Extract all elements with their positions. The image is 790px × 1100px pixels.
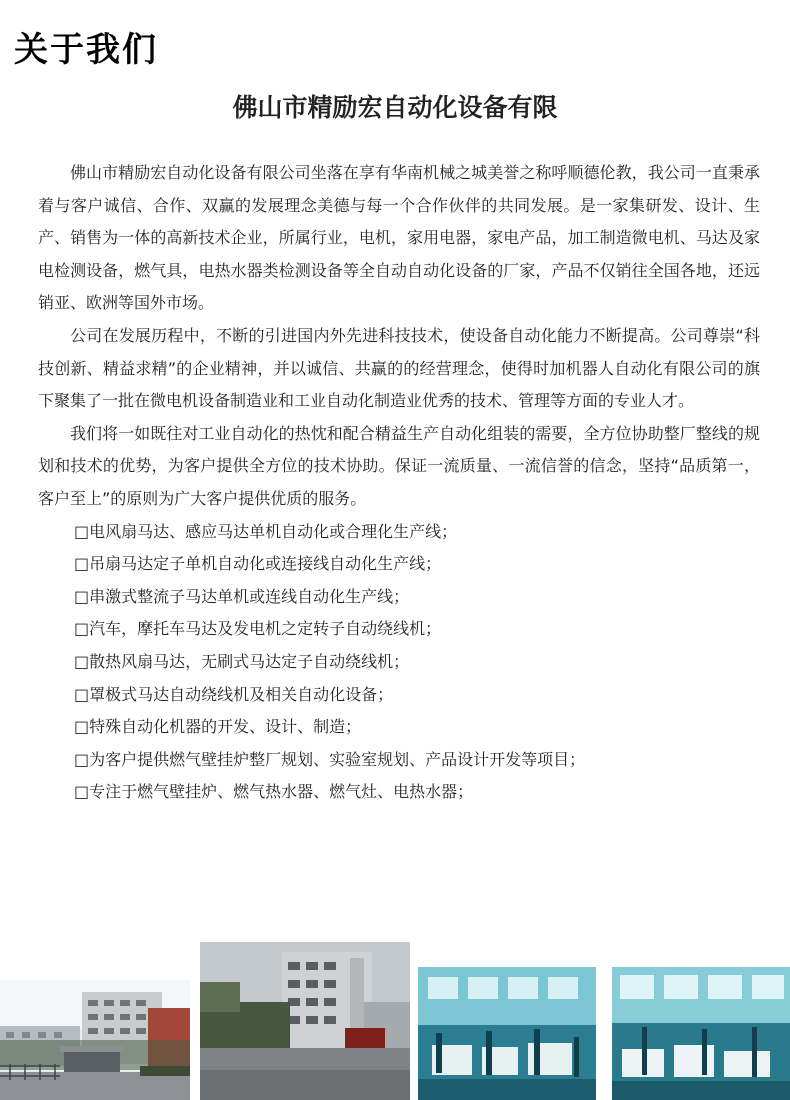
workshop-interior-photo [418, 967, 596, 1100]
factory-exterior-photo [0, 980, 190, 1100]
list-item: □串激式整流子马达单机或连线自动化生产线； [74, 586, 410, 606]
list-item: □专注于燃气壁挂炉、燃气热水器、燃气灶、电热水器； [74, 782, 474, 802]
intro-paragraph: 佛山市精励宏自动化设备有限公司坐落在享有华南机械之城美誉之称呼顺德伦教，我公司一直秉承着与客户诚信、合作、双赢的发展理念美德与每一个合作伙伴的共同发展。是一家集研发、设计、生产、销售为一体的高新技术企业，所属行业，电机，家用电器，家电产品，加工制造微电机、马达及家电检测设备，燃气具，电热水器类检测设备等全自动自动化设备的厂家，产品不仅销往全国各地，还远销亚、欧洲等国外市场。 [38, 163, 760, 313]
list-item: □散热风扇马达，无刷式马达定子自动绕线机； [74, 651, 410, 671]
section-title: 关于我们 [14, 30, 158, 70]
product-list [38, 516, 760, 809]
development-paragraph: 公司在发展历程中，不断的引进国内外先进科技技术，使设备自动化能力不断提高。公司尊崇“科技创新、精益求精”的企业精神，并以诚信、共赢的的经营理念，使得时加机器人自动化有限公司的旗下聚集了一批在微电机设备制造业和工业自动化制造业优秀的技术、管理等方面的专业人才。 [38, 325, 760, 411]
list-item: □罩极式马达自动绕线机及相关自动化设备； [74, 684, 394, 704]
commitment-paragraph: 我们将一如既往对工业自动化的热忱和配合精益生产自动化组装的需要，全方位协助整厂整线的规划和技术的优势，为客户提供全方位的技术协助。保证一流质量、一流信誉的信念，坚持“品质第一，客户至上”的原则为广大客户提供优质的服务。 [38, 423, 760, 508]
workshop-machines-photo [612, 967, 790, 1100]
list-item: □汽车，摩托车马达及发电机之定转子自动绕线机； [74, 619, 442, 639]
list-item: □吊扇马达定子单机自动化或连接线自动化生产线； [74, 554, 442, 574]
list-item: □电风扇马达、感应马达单机自动化或合理化生产线； [74, 521, 458, 541]
list-item: □特殊自动化机器的开发、设计、制造； [74, 717, 362, 737]
list-item: □为客户提供燃气壁挂炉整厂规划、实验室规划、产品设计开发等项目； [74, 749, 586, 769]
company-introduction [38, 157, 760, 809]
factory-building-photo [200, 942, 410, 1100]
company-name: 佛山市精励宏自动化设备有限 [232, 93, 558, 122]
